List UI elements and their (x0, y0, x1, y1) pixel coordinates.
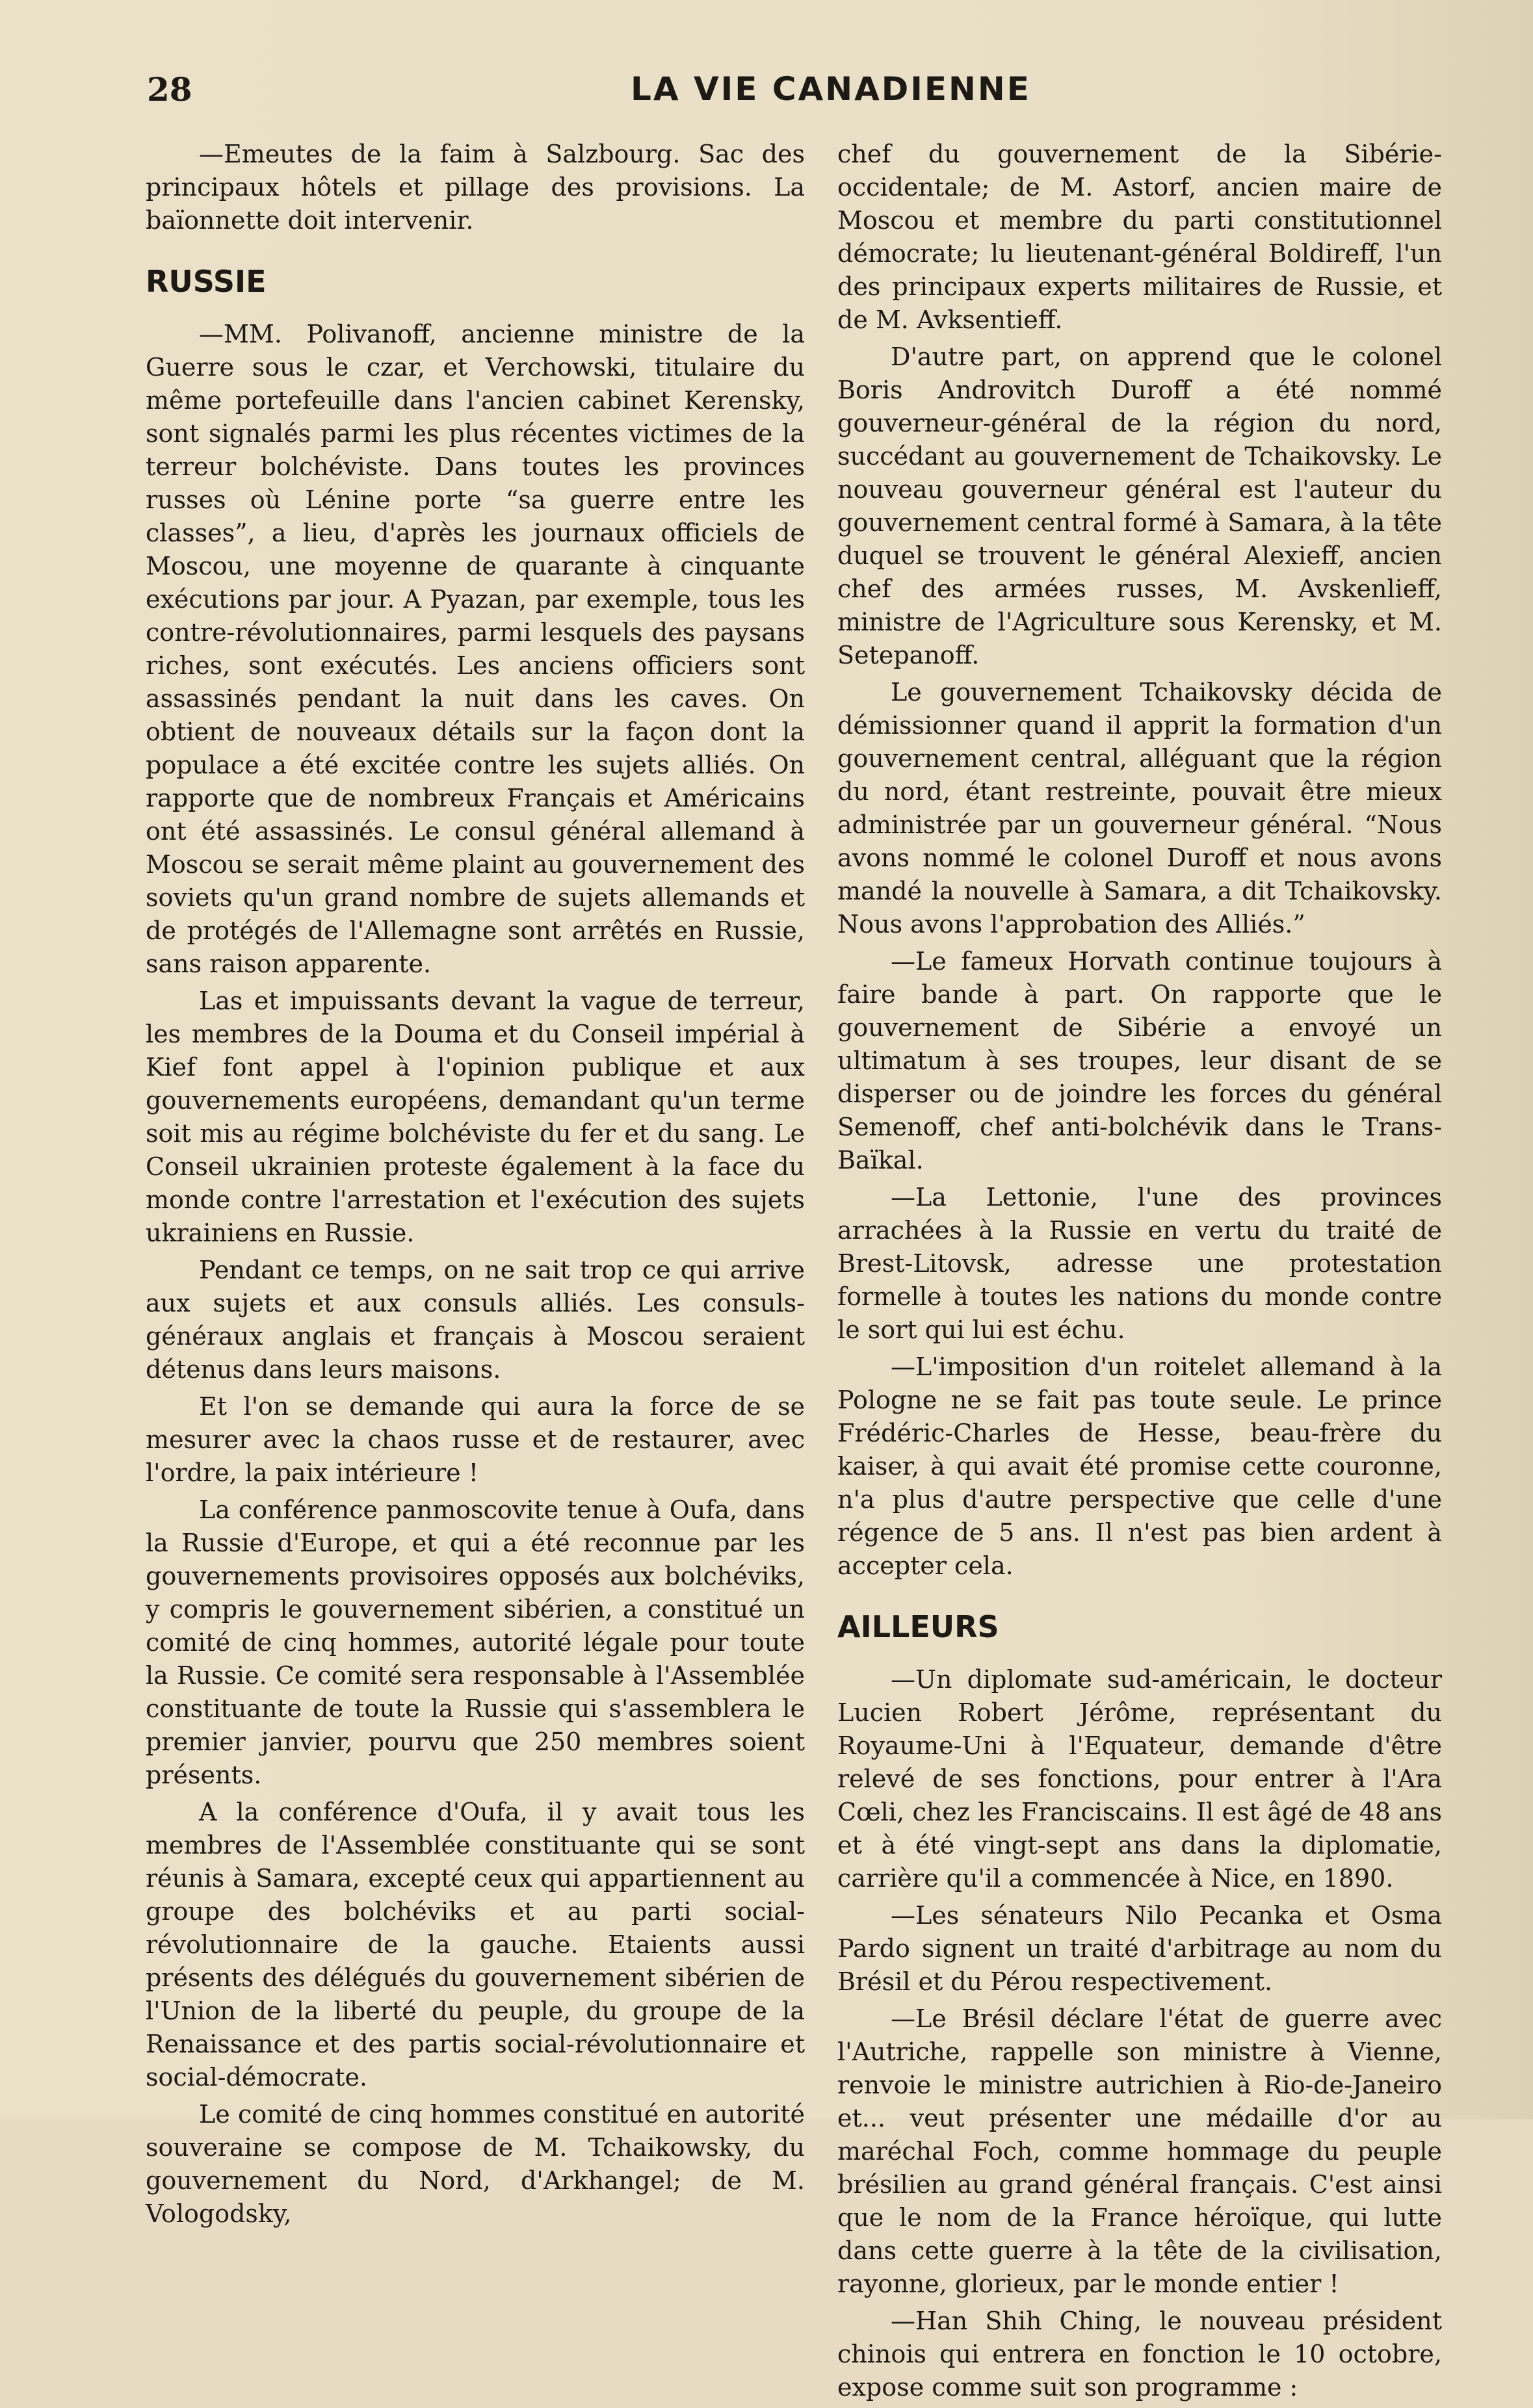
left-column (146, 138, 805, 2234)
paragraph: —MM. Polivanoff, ancienne ministre de la Guerre sous le czar, et Verchowski, titulaire du même portefeuille dans l'ancien cabinet Kerensky, sont signalés parmi les plus récentes victimes de la terreur bolchéviste. Dans toutes les provinces russes où Lénine porte “sa guerre entre les classes”, a lieu, d'après les journaux officiels de Moscou, une moyenne de quarante à cinquante exécutions par jour. A Pyazan, par exemple, tous les contre-révolutionnaires, parmi lesquels des paysans riches, sont exécutés. Les anciens officiers sont assassinés pendant la nuit dans les caves. On obtient de nouveaux détails sur la façon dont la populace a été excitée contre les sujets alliés. On rapporte que de nombreux Français et Américains ont été assassinés. Le consul général allemand à Moscou se serait même plaint au gouvernement des soviets qu'un grand nombre de sujets allemands et de protégés de l'Allemagne sont arrêtés en Russie, sans raison apparente. (146, 320, 805, 978)
right-column (837, 138, 1442, 2408)
continued-paragraph: chef du gouvernement de la Sibérie-occidentale; de M. Astorf, ancien maire de Moscou et membre du parti constitutionnel démocrate; lu lieutenant-général Boldireff, l'un des principaux experts militaires de Russie, et de M. Avksentieff. (837, 140, 1442, 334)
page-number: 28 (147, 70, 192, 109)
intro-paragraph: —Emeutes de la faim à Salzbourg. Sac des principaux hôtels et pillage des provisions. La baïonnette doit intervenir. (146, 140, 805, 235)
paragraph: —L'imposition d'un roitelet allemand à la Pologne ne se fait pas toute seule. Le prince Frédéric-Charles de Hesse, beau-frère du kaiser, à qui avait été promise cette couronne, n'a plus d'autre perspective que celle d'une régence de 5 ans. Il n'est pas bien ardent à accepter cela. (837, 1353, 1442, 1580)
paragraph: Le comité de cinq hommes constitué en autorité souveraine se compose de M. Tchaikowsky, du gouvernement du Nord, d'Arkhangel; de M. Vologodsky, (146, 2100, 805, 2228)
paragraph: —Le fameux Horvath continue toujours à faire bande à part. On rapporte que le gouvernement de Sibérie a envoyé un ultimatum à ses troupes, leur disant de se disperser ou de joindre les forces du général Semenoff, chef anti-bolchévik dans le Trans-Baïkal. (837, 947, 1442, 1174)
section-heading-russie: RUSSIE (146, 264, 267, 299)
section-heading-ailleurs: AILLEURS (837, 1609, 999, 1644)
paragraph: Pendant ce temps, on ne sait trop ce qui arrive aux sujets et aux consuls alliés. Les consuls-généraux anglais et français à Moscou seraient détenus dans leurs maisons. (146, 1256, 805, 1384)
paragraph: —Le Brésil déclare l'état de guerre avec l'Autriche, rappelle son ministre à Vienne, renvoie le ministre autrichien à Rio-de-Janeiro et... veut présenter une médaille d'or au maréchal Foch, comme hommage du peuple brésilien au grand général français. C'est ainsi que le nom de la France héroïque, qui lutte dans cette guerre à la tête de la civilisation, rayonne, glorieux, par le monde entier ! (837, 2004, 1442, 2298)
paragraph: —Un diplomate sud-américain, le docteur Lucien Robert Jérôme, représentant du Royaume-Uni à l'Equateur, demande d'être relevé de ses fonctions, pour entrer à l'Ara Cœli, chez les Franciscains. Il est âgé de 48 ans et à été vingt-sept ans dans la diplomatie, carrière qu'il a commencée à Nice, en 1890. (837, 1665, 1442, 1893)
paragraph: Et l'on se demande qui aura la force de se mesurer avec la chaos russe et de restaurer, avec l'ordre, la paix intérieure ! (146, 1392, 805, 1487)
running-title: LA VIE CANADIENNE (631, 70, 1031, 108)
paragraph: La conférence panmoscovite tenue à Oufa, dans la Russie d'Europe, et qui a été reconnue par les gouvernements provisoires opposés aux bolchéviks, y compris le gouvernement sibérien, a constitué un comité de cinq hommes, autorité légale pour toute la Russie. Ce comité sera responsable à l'Assemblée constituante de toute la Russie qui s'assemblera le premier janvier, pourvu que 250 membres soient présents. (146, 1495, 805, 1789)
paragraph: Le gouvernement Tchaikovsky décida de démissionner quand il apprit la formation d'un gouvernement central, alléguant que la région du nord, étant restreinte, pouvait être mieux administrée par un gouverneur général. “Nous avons nommé le colonel Duroff et nous avons mandé la nouvelle à Samara, a dit Tchaikovsky. Nous avons l'approbation des Alliés.” (837, 678, 1442, 939)
paragraph: —Les sénateurs Nilo Pecanka et Osma Pardo signent un traité d'arbitrage au nom du Brésil et du Pérou respectivement. (837, 1901, 1442, 1996)
paragraph: A la conférence d'Oufa, il y avait tous les membres de l'Assemblée constituante qui se sont réunis à Samara, excepté ceux qui appartiennent au groupe des bolchéviks et au parti social-révolutionnaire de la gauche. Etaients aussi présents des délégués du gouvernement sibérien de l'Union de la liberté du peuple, du groupe de la Renaissance et des partis social-révolutionnaire et social-démocrate. (146, 1798, 805, 2091)
paragraph: Las et impuissants devant la vague de terreur, les membres de la Douma et du Conseil impérial à Kief font appel à l'opinion publique et aux gouvernements européens, demandant qu'un terme soit mis au régime bolchéviste du fer et du sang. Le Conseil ukrainien proteste également à la face du monde contre l'arrestation et l'exécution des sujets ukrainiens en Russie. (146, 987, 805, 1247)
paragraph: —Han Shih Ching, le nouveau président chinois qui entrera en fonction le 10 octobre, expose comme suit son programme : (837, 2307, 1442, 2402)
page-header (0, 65, 1533, 123)
paragraph: D'autre part, on apprend que le colonel Boris Androvitch Duroff a été nommé gouverneur-général de la région du nord, succédant au gouvernement de Tchaikovsky. Le nouveau gouverneur général est l'auteur du gouvernement central formé à Samara, à la tête duquel se trouvent le général Alexieff, ancien chef des armées russes, M. Avskenlieff, ministre de l'Agriculture sous Kerensky, et M. Setepanoff. (837, 343, 1442, 669)
paragraph: —La Lettonie, l'une des provinces arrachées à la Russie en vertu du traité de Brest-Litovsk, adresse une protestation formelle à toutes les nations du monde contre le sort qui lui est échu. (837, 1183, 1442, 1344)
